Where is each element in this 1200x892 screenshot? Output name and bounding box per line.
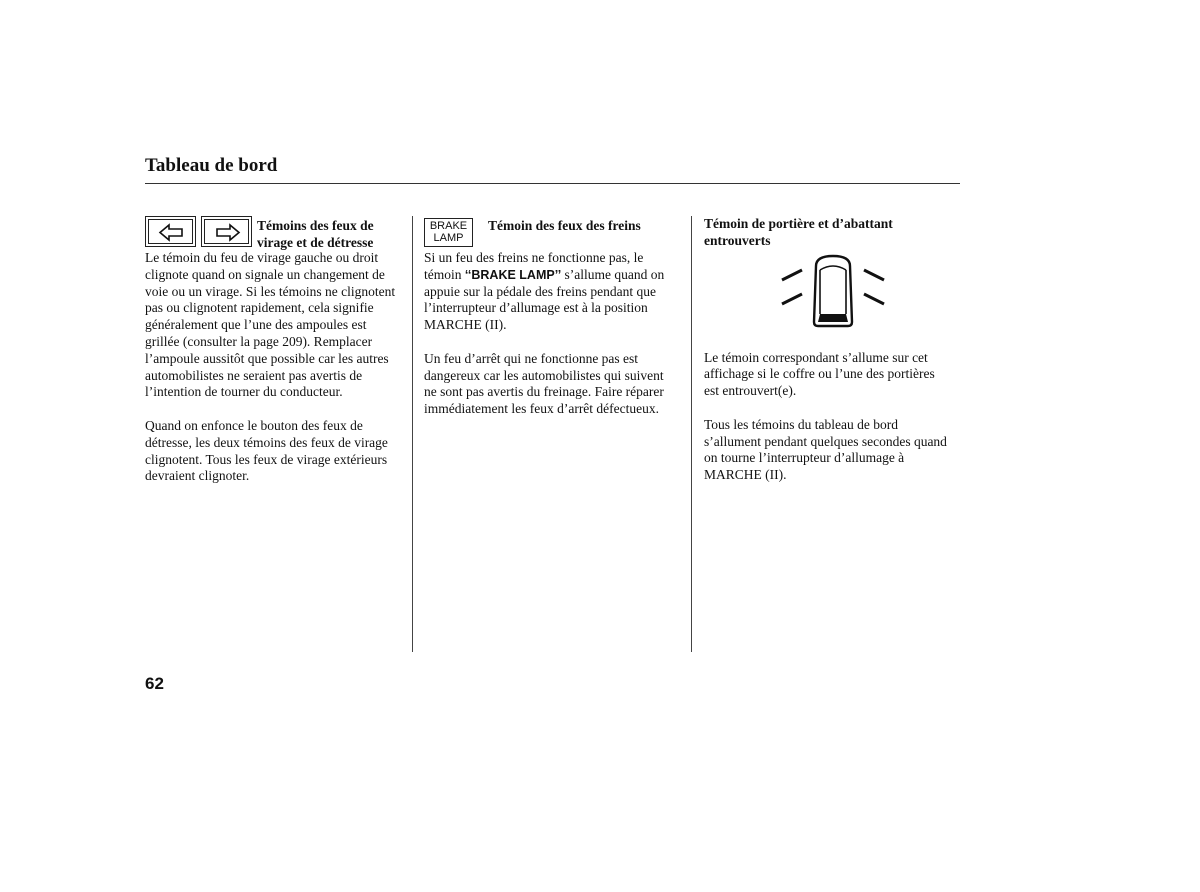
column-brake-lamp (424, 216, 686, 418)
column-door-ajar (704, 216, 966, 484)
door-ajar-car-icon (778, 252, 888, 332)
left-arrow-icon (145, 216, 196, 247)
door-ajar-paragraph: Le témoin correspondant s’allume sur cet affichage si le coffre ou l’une des portières est entrouvert(e). (704, 349, 935, 399)
hazard-paragraph: Quand on enfonce le bouton des feux de détresse, les deux témoins des feux de virage clignotent. Tous les feux de virage extérieurs devraient clignoter. (145, 417, 388, 484)
column-turn-hazard (145, 216, 407, 485)
page-number: 62 (145, 674, 164, 693)
turn-signal-paragraph: Le témoin du feu de virage gauche ou droit clignote quand on signale un changement de voie ou un virage. Si les témoins ne clignotent pas ou clignotent rapidement, cela signifie généralement que l’une des ampoules est grillée (consulter la page 209). Remplacer l’ampoule aussitôt que possible car les autres automobilistes ne seraient pas avertis de l’intention de tourner du conducteur. (145, 250, 396, 400)
turn-hazard-heading: Témoins des feux de virage et de détresse (257, 218, 374, 250)
right-arrow-icon (201, 216, 252, 247)
indicators-check-paragraph: Tous les témoins du tableau de bord s’allument pendant quelques secondes quand on tourne l’interrupteur d’allumage à MARCHE (II). (704, 416, 947, 483)
column-divider-1 (412, 216, 413, 652)
title-rule (145, 183, 960, 184)
brake-lamp-term: ‘‘BRAKE LAMP’’ (464, 267, 562, 282)
column-divider-2 (691, 216, 692, 652)
brake-warning-paragraph: Un feu d’arrêt qui ne fonctionne pas est dangereux car les automobilistes qui suivent ne sont pas avertis du freinage. Faire réparer immédiatement les feux d’arrêt défectueux. (424, 350, 664, 417)
brake-lamp-heading: Témoin des feux des freins (488, 218, 641, 233)
door-ajar-heading: Témoin de portière et d’abattant entrouverts (704, 216, 893, 248)
brake-lamp-paragraph: Si un feu des freins ne fonctionne pas, le témoin ‘‘BRAKE LAMP’’ s’allume quand on appuie sur la pédale des freins pendant que l’interrupteur d’allumage est à la position MARCHE (II). (424, 250, 665, 333)
brake-lamp-indicator-icon: BRAKE LAMP (424, 218, 473, 247)
page-title: Tableau de bord (145, 155, 278, 176)
